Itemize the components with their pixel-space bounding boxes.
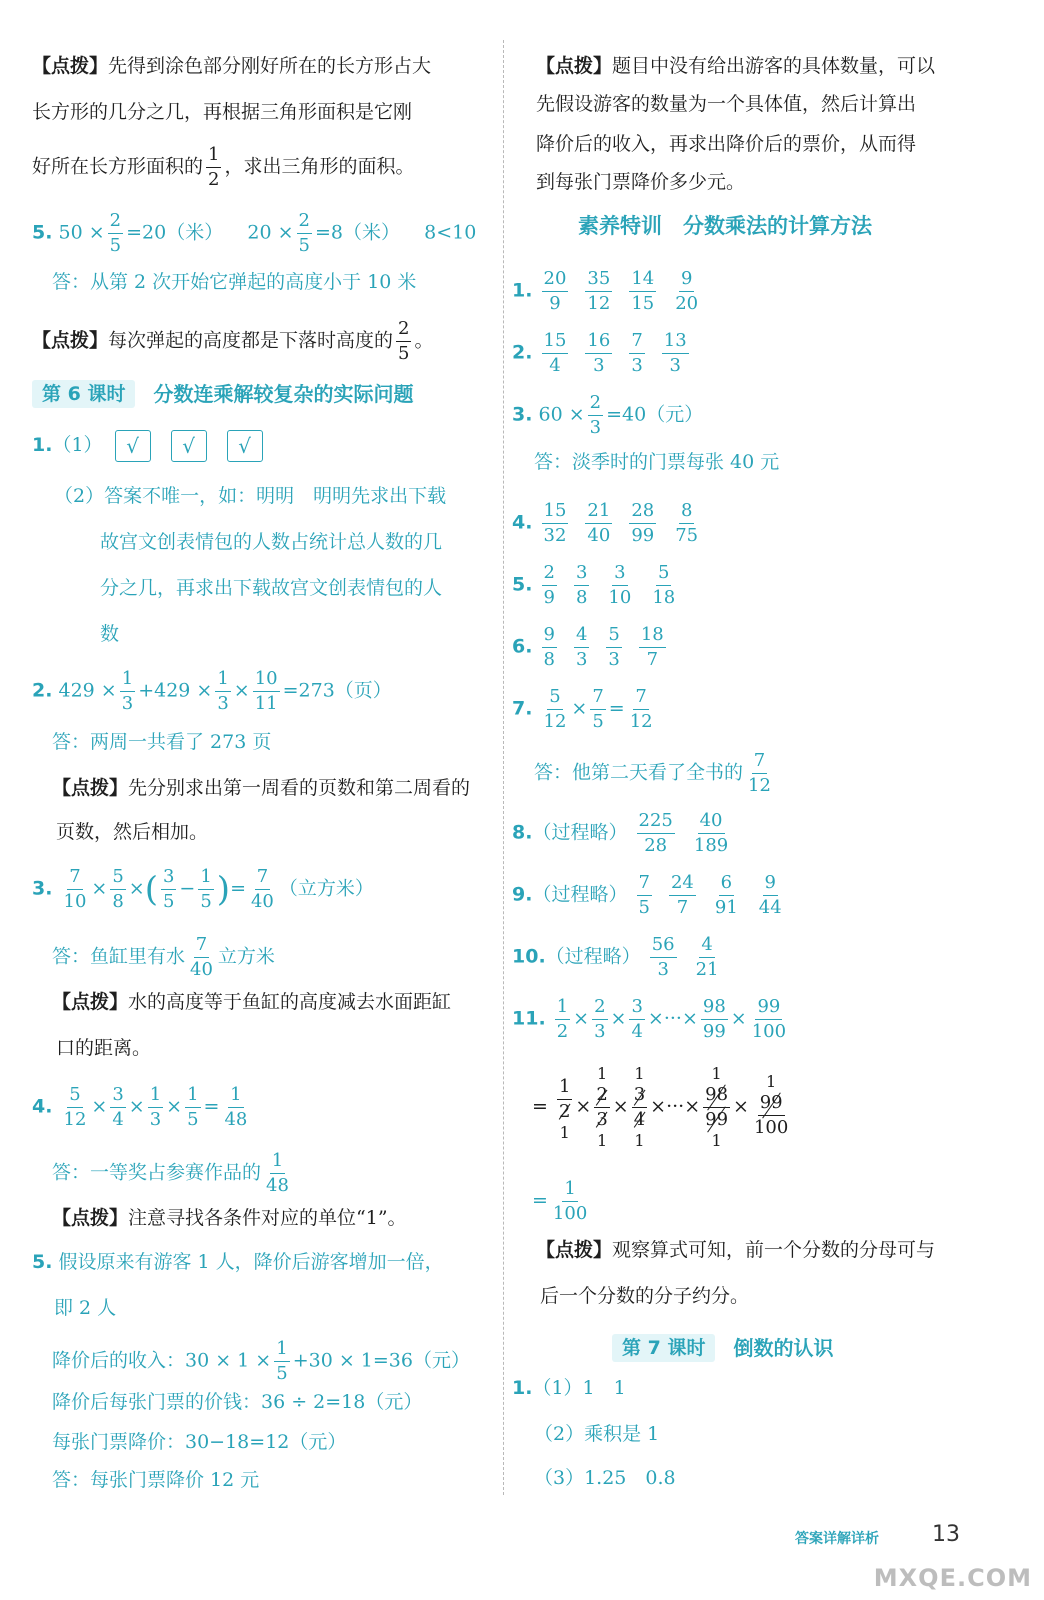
tip-3: 【点拨】先分别求出第一周看的页数和第二周看的 <box>52 777 471 799</box>
r-lesson7-q1-part3: （3）1.25 0.8 <box>534 1467 676 1489</box>
check-box-1: √ <box>115 430 151 462</box>
r-question-3-answer: 答：淡季时的门票每张 40 元 <box>534 451 780 473</box>
question-1-part2: （2）答案不唯一，如：明明 明明先求出下载 <box>54 485 447 507</box>
lesson-7-heading <box>612 1334 833 1362</box>
tip-1-line2: 长方形的几分之几，再根据三角形面积是它刚 <box>32 101 413 123</box>
tip-r1-line3: 降价后的收入，再求出降价后的票价，从而得 <box>536 133 917 155</box>
r-question-10: 10.（过程略） $\frac{56}{3}$ $\frac{4}{21}$ <box>512 934 719 980</box>
lesson-tag: 第 6 课时 <box>32 380 135 408</box>
question-1-line3: 分之几，再求出下载故宫文创表情包的人 <box>100 577 443 599</box>
check-box-2: √ <box>171 430 207 462</box>
tip-r1: 【点拨】题目中没有给出游客的具体数量，可以 <box>536 55 936 77</box>
r-question-11: 11. $\frac{1}{2}$ × $\frac{2}{3}$ × $\frac{3}{4}$ ×···× $\frac{98}{99}$ × $\frac{99}{100}$ <box>512 996 787 1042</box>
r-question-7: 7. $\frac{5}{12}$ × $\frac{7}{5}$ = $\frac{7}{12}$ <box>512 686 653 732</box>
question-4: 4. $\frac{5}{12}$ × $\frac{3}{4}$ × $\frac{1}{3}$ × $\frac{1}{5}$ = $\frac{1}{48}$ <box>32 1084 248 1130</box>
question-5: 5. 50 × $\frac{2}{5}$ =20（米） 20 × $\frac{2}{5}$ =8（米） 8<10 <box>32 210 477 256</box>
question-2-answer: 答：两周一共看了 273 页 <box>52 731 272 753</box>
r-question-4: 4. $\frac{15}{32}$ $\frac{21}{40}$ $\frac{28}{99}$ $\frac{8}{75}$ <box>512 500 699 546</box>
section-title: 素养特训 分数乘法的计算方法 <box>578 214 872 238</box>
question-5b-line2: 即 2 人 <box>54 1297 117 1319</box>
r-question-5: 5. $\frac{2}{9}$ $\frac{3}{8}$ $\frac{3}{10}$ $\frac{5}{18}$ <box>512 562 676 608</box>
r-question-3: 3. 60 × $\frac{2}{3}$ =40（元） <box>512 392 704 438</box>
tip-r1-line4: 到每张门票降价多少元。 <box>536 171 746 193</box>
page-number: 13 <box>932 1522 960 1547</box>
question-5b-line5: 每张门票降价：30−18=12（元） <box>52 1431 347 1453</box>
question-5b-line3: 降价后的收入：30 × 1 × $\frac{1}{5}$ +30 × 1=36（元） <box>52 1338 470 1384</box>
r-question-2: 2. $\frac{15}{4}$ $\frac{16}{3}$ $\frac{7}{3}$ $\frac{13}{3}$ <box>512 330 687 376</box>
tip-4: 【点拨】水的高度等于鱼缸的高度减去水面距缸 <box>52 991 452 1013</box>
r-lesson7-q1-part2: （2）乘积是 1 <box>534 1423 660 1445</box>
lesson-6-heading <box>32 380 413 408</box>
question-3-answer: 答：鱼缸里有水 $\frac{7}{40}$ 立方米 <box>52 934 275 980</box>
tip-3-line2: 页数，然后相加。 <box>56 821 209 843</box>
lesson-title: 分数连乘解较复杂的实际问题 <box>153 382 414 406</box>
lesson-tag: 第 7 课时 <box>612 1334 715 1362</box>
r-question-7-answer: 答：他第二天看了全书的 $\frac{7}{12}$ <box>534 750 771 796</box>
tip-5: 【点拨】注意寻找各条件对应的单位“1”。 <box>52 1207 407 1229</box>
question-2: 2. 429 × $\frac{1}{3}$ +429 × $\frac{1}{3}$ × $\frac{10}{11}$ =273（页） <box>32 668 392 714</box>
tip-r1-line2: 先假设游客的数量为一个具体值，然后计算出 <box>536 93 917 115</box>
r-question-11-cancel: = $\frac{1}{2}$ 1 × 1 $\frac{2}{3}$ 1 × 1 $\frac{3}{4}$ 1 ×···× 1 $\frac{98}{99}$ 1 × 1 $\frac{99}{100}$ <box>532 1064 789 1150</box>
question-4-answer: 答：一等奖占参赛作品的 $\frac{1}{48}$ <box>52 1150 289 1196</box>
r-question-6: 6. $\frac{9}{8}$ $\frac{4}{3}$ $\frac{5}{3}$ $\frac{18}{7}$ <box>512 624 664 670</box>
question-1: 1.（1） √ √ √ <box>32 430 283 462</box>
footer-label: 答案详解详析 <box>795 1531 879 1547</box>
question-1-line2: 故宫文创表情包的人数占统计总人数的几 <box>100 531 443 553</box>
r-question-1: 1. $\frac{20}{9}$ $\frac{35}{12}$ $\frac{14}{15}$ $\frac{9}{20}$ <box>512 268 699 314</box>
fraction: $\frac{1}{2}$ <box>208 144 220 190</box>
tip-1-line3: 好所在长方形面积的 $\frac{1}{2}$ ，求出三角形的面积。 <box>32 144 415 190</box>
r-question-11-result: = $\frac{1}{100}$ <box>532 1178 588 1224</box>
question-5-answer: 答：从第 2 次开始它弹起的高度小于 10 米 <box>52 271 417 293</box>
tip-4-line2: 口的距离。 <box>56 1037 152 1059</box>
tip-r2-line2: 后一个分数的分子约分。 <box>540 1285 750 1307</box>
question-3: 3. $\frac{7}{10}$ × $\frac{5}{8}$ ×( $\frac{3}{5}$ − $\frac{1}{5}$ )= $\frac{7}{40}$ （立方米） <box>32 866 374 912</box>
question-5b: 5. 假设原来有游客 1 人，降价后游客增加一倍， <box>32 1251 444 1273</box>
r-lesson7-question-1: 1.（1）1 1 <box>512 1377 626 1399</box>
column-divider <box>503 40 504 1495</box>
tip-2: 【点拨】每次弹起的高度都是下落时高度的 $\frac{2}{5}$ 。 <box>32 318 434 364</box>
tip-1: 【点拨】先得到涂色部分刚好所在的长方形占大 <box>32 55 432 77</box>
r-question-8: 8.（过程略） $\frac{225}{28}$ $\frac{40}{189}$ <box>512 810 729 856</box>
question-5b-answer: 答：每张门票降价 12 元 <box>52 1469 260 1491</box>
tip-r2: 【点拨】观察算式可知，前一个分数的分母可与 <box>536 1239 936 1261</box>
r-question-9: 9.（过程略） $\frac{7}{5}$ $\frac{24}{7}$ $\frac{6}{91}$ $\frac{9}{44}$ <box>512 872 782 918</box>
question-5b-line4: 降价后每张门票的价钱：36 ÷ 2=18（元） <box>52 1391 423 1413</box>
question-1-line4: 数 <box>100 623 120 645</box>
check-box-3: √ <box>227 430 263 462</box>
lesson-title: 倒数的认识 <box>733 1336 834 1360</box>
watermark-logo: MXQE.COM <box>873 1564 1032 1592</box>
